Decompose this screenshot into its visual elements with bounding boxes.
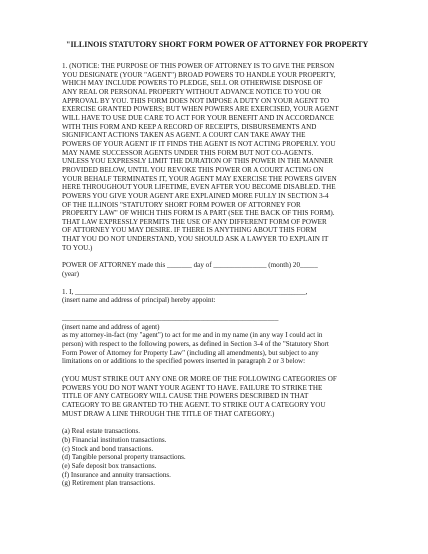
list-item: (c) Stock and bond transactions. [62, 444, 154, 453]
list-item: (d) Tangible personal property transactions. [62, 453, 186, 462]
list-item: (e) Safe deposit box transactions. [62, 461, 157, 470]
agent-appointment-paragraph: _____________________________________________________________ (insert name and address of agent) as my attorney-in-fact (my "agent") to act for me and in my name (in any way I could act in person) with respect to the following powers, as defined in Section 3-4 of the "Statutory Short Form Power of Attorney for Property Law" (including all amendments), but subject to any limitations on or additions to the specified powers inserted in paragraph 2 or 3 below: [62, 314, 329, 366]
powers-list [62, 427, 388, 488]
document-title: "ILLINOIS STATUTORY SHORT FORM POWER OF ATTORNEY FOR PROPERTY [66, 40, 369, 49]
list-item: (a) Real estate transactions. [62, 427, 140, 436]
strike-out-notice: (YOU MUST STRIKE OUT ANY ONE OR MORE OF THE FOLLOWING CATEGORIES OF POWERS YOU DO NOT WANT YOUR AGENT TO HAVE. FAILURE TO STRIKE THE TITLE OF ANY CATEGORY WILL CAUSE THE POWERS DESCRIBED IN THAT CATEGORY TO BE GRANTED TO THE AGENT. TO STRIKE OUT A CATEGORY YOU MUST DRAW A LINE THROUGH THE TITLE OF THAT CATEGORY.) [62, 375, 337, 418]
made-date-line: POWER OF ATTORNEY made this _______ day of _______________ (month) 20_____ (year) [62, 261, 318, 279]
list-item: (g) Retirement plan transactions. [62, 479, 155, 488]
list-item: (b) Financial institution transactions. [62, 435, 167, 444]
principal-line: 1. I, _________________________________________________________________, (insert name and address of principal) hereby appoint: [62, 287, 308, 305]
notice-paragraph: 1. (NOTICE: THE PURPOSE OF THIS POWER OF ATTORNEY IS TO GIVE THE PERSON YOU DESIGNATE (YOUR "AGENT") BROAD POWERS TO HANDLE YOUR PROPERTY, WHICH MAY INCLUDE POWERS TO PLEDGE, SELL OR OTHERWISE DISPOSE OF ANY REAL OR PERSONAL PROPERTY WITHOUT ADVANCE NOTICE TO YOU OR APPROVAL BY YOU. THIS FORM DOES NOT IMPOSE A DUTY ON YOUR AGENT TO EXERCISE GRANTED POWERS; BUT WHEN POWERS ARE EXERCISED, YOUR AGENT WILL HAVE TO USE DUE CARE TO ACT FOR YOUR BENEFIT AND IN ACCORDANCE WITH THIS FORM AND KEEP A RECORD OF RECEIPTS, DISBURSEMENTS AND SIGNIFICANT ACTIONS TAKEN AS AGENT. A COURT CAN TAKE AWAY THE POWERS OF YOUR AGENT IF IT FINDS THE AGENT IS NOT ACTING PROPERLY. YOU MAY NAME SUCCESSOR AGENTS UNDER THIS FORM BUT NOT CO-AGENTS. UNLESS YOU EXPRESSLY LIMIT THE DURATION OF THIS POWER IN THE MANNER PROVIDED BELOW, UNTIL YOU REVOKE THIS POWER OR A COURT ACTING ON YOUR BEHALF TERMINATES IT, YOUR AGENT MAY EXERCISE THE POWERS GIVEN HERE THROUGHOUT YOUR LIFETIME, EVEN AFTER YOU BECOME DISABLED. THE POWERS YOU GIVE YOUR AGENT ARE EXPLAINED MORE FULLY IN SECTION 3-4 OF THE ILLINOIS "STATUTORY SHORT FORM POWER OF ATTORNEY FOR PROPERTY LAW" OF WHICH THIS FORM IS A PART (SEE THE BACK OF THIS FORM). THAT LAW EXPRESSLY PERMITS THE USE OF ANY DIFFERENT FORM OF POWER OF ATTORNEY YOU MAY DESIRE. IF THERE IS ANYTHING ABOUT THIS FORM THAT YOU DO NOT UNDERSTAND, YOU SHOULD ASK A LAWYER TO EXPLAIN IT TO YOU.) [62, 62, 339, 252]
list-item: (f) Insurance and annuity transactions. [62, 470, 171, 479]
